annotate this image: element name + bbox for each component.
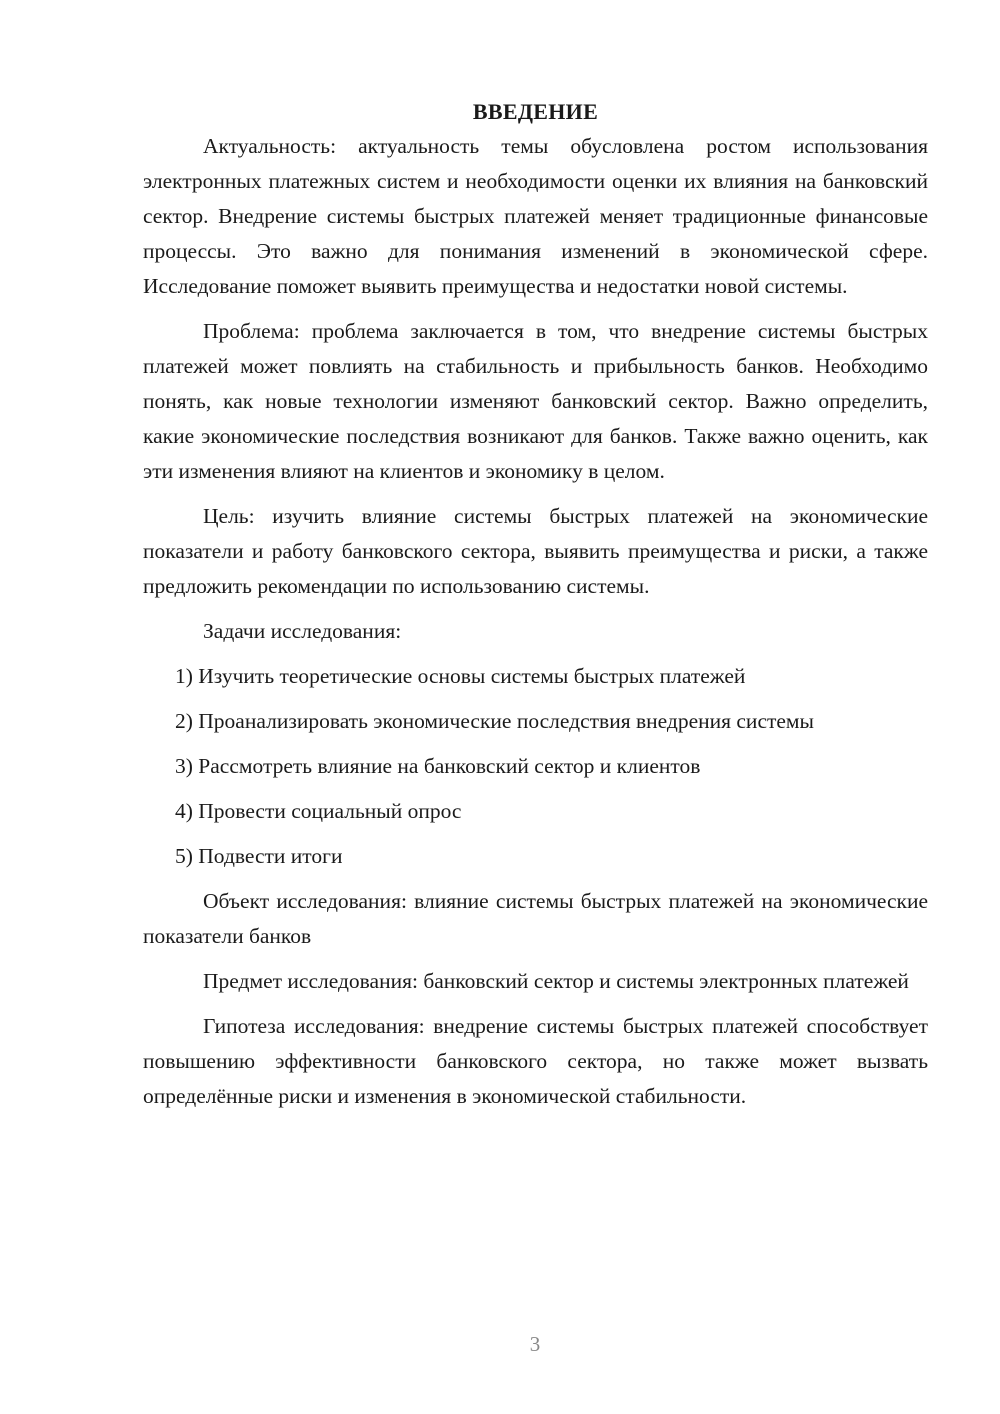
document-page [143, 94, 928, 1124]
task-item: 3) Рассмотреть влияние на банковский сектор и клиентов [175, 754, 701, 778]
paragraph-hypothesis: Гипотеза исследования: внедрение системы быстрых платежей способствует повышению эффективности банковского сектора, но также может вызвать определённые риски и изменения в экономической стабильности. [143, 1014, 928, 1108]
page-title: ВВЕДЕНИЕ [472, 99, 599, 124]
paragraph-relevance: Актуальность: актуальность темы обусловлена ростом использования электронных платежных систем и необходимости оценки их влияния на банковский сектор. Внедрение системы быстрых платежей меняет традиционные финансовые процессы. Это важно для понимания изменений в экономической сфере. Исследование поможет выявить преимущества и недостатки новой системы. [143, 134, 928, 298]
task-item: 1) Изучить теоретические основы системы быстрых платежей [175, 664, 746, 688]
task-item: 2) Проанализировать экономические последствия внедрения системы [175, 709, 814, 733]
paragraph-object: Объект исследования: влияние системы быстрых платежей на экономические показатели банков [143, 889, 928, 948]
page-number: 3 [529, 1332, 541, 1356]
tasks-heading: Задачи исследования: [203, 619, 402, 643]
task-item: 5) Подвести итоги [175, 844, 343, 868]
paragraph-goal: Цель: изучить влияние системы быстрых платежей на экономические показатели и работу банковского сектора, выявить преимущества и риски, а также предложить рекомендации по использованию системы. [143, 504, 928, 598]
paragraph-problem: Проблема: проблема заключается в том, что внедрение системы быстрых платежей может повлиять на стабильность и прибыльность банков. Необходимо понять, как новые технологии изменяют банковский сектор. Важно определить, какие экономические последствия возникают для банков. Также важно оценить, как эти изменения влияют на клиентов и экономику в целом. [143, 319, 928, 483]
paragraph-subject: Предмет исследования: банковский сектор и системы электронных платежей [203, 969, 909, 993]
task-item: 4) Провести социальный опрос [175, 799, 462, 823]
task-list [143, 659, 928, 874]
